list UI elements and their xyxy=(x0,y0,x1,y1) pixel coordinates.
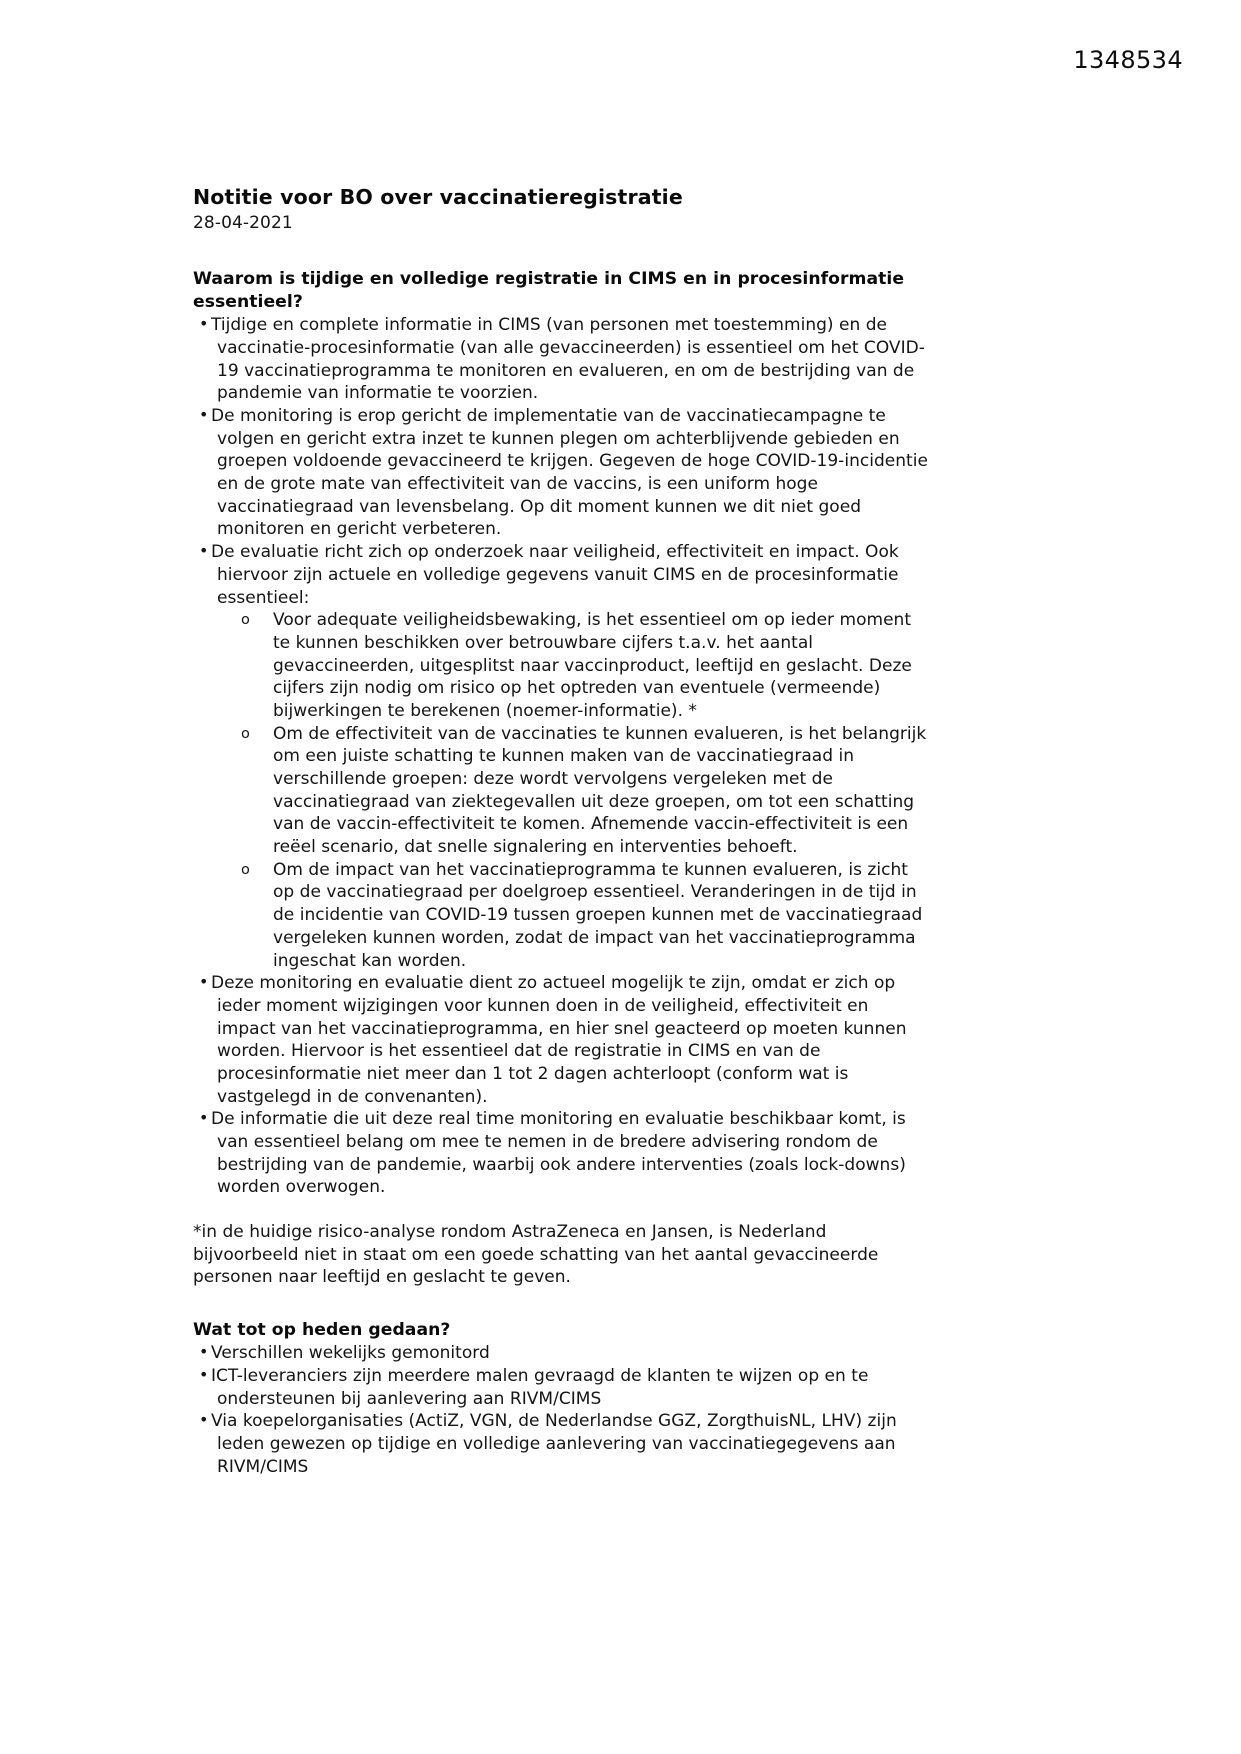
section-wat-gedaan xyxy=(193,1319,930,1478)
list-item-text: • ICT-leveranciers zijn meerdere malen gevraagd de klanten te wijzen op en te ondersteunen bij aanlevering aan RIVM/CIMS xyxy=(211,1366,869,1409)
list-item xyxy=(193,314,930,405)
bullet-list-actions xyxy=(193,1342,930,1478)
list-item xyxy=(193,972,930,1108)
sub-list-item xyxy=(193,723,930,859)
list-item-text: • Verschillen wekelijks gemonitord xyxy=(211,1343,490,1364)
page-title: Notitie voor BO over vaccinatieregistratie xyxy=(193,185,683,209)
sub-list-item-text: Om de effectiviteit van de vaccinaties te kunnen evalueren, is het belangrijk om een juiste schatting te kunnen maken van de vaccinatiegraad in verschillende groepen: deze wordt vervolgens vergeleken met de vaccinatiegraad van ziektegevallen uit deze groepen, om tot een schatting van de vaccin-effectiviteit te komen. Afnemende vaccin-effectiviteit is een reëel scenario, dat snelle signalering en interventies behoeft. xyxy=(273,723,927,858)
list-item-text: • De monitoring is erop gericht de implementatie van de vaccinatiecampagne te volgen en gericht extra inzet te kunnen plegen om achterblijvende gebieden en groepen voldoende gevaccineerd te krijgen. Gegeven de hoge COVID-19-incidentie en de grote mate van effectiviteit van de vaccins, is een uniform hoge vaccinatiegraad van levensbelang. Op dit moment kunnen we dit niet goed monitoren en gericht verbeteren. xyxy=(211,406,928,540)
document-content xyxy=(193,185,930,1478)
list-item xyxy=(193,1365,930,1410)
list-item xyxy=(193,405,930,541)
sub-list-item xyxy=(193,859,930,972)
bullet-list-primary xyxy=(193,314,930,609)
list-item xyxy=(193,1342,930,1365)
list-item-text: • Via koepelorganisaties (ActiZ, VGN, de Nederlandse GGZ, ZorgthuisNL, LHV) zijn leden gewezen op tijdige en volledige aanlevering van vaccinatiegegevens aan RIVM/CIMS xyxy=(211,1411,897,1477)
section-waarom xyxy=(193,268,930,1289)
sub-list-item xyxy=(193,609,930,722)
list-item xyxy=(193,1410,930,1478)
list-item xyxy=(193,1108,930,1199)
section-heading-line2: essentieel? xyxy=(193,292,303,313)
sub-list-item-text: Om de impact van het vaccinatieprogramma te kunnen evalueren, is zicht op de vaccinatiegraad per doelgroep essentieel. Veranderingen in de tijd in de incidentie van COVID-19 tussen groepen kunnen met de vaccinatiegraad vergeleken kunnen worden, zodat de impact van het vaccinatieprogramma ingeschat kan worden. xyxy=(273,859,923,971)
bullet-list-sub xyxy=(193,609,930,972)
bullet-list-primary-continued xyxy=(193,972,930,1199)
list-item xyxy=(193,541,930,609)
list-item-text: • Tijdige en complete informatie in CIMS (van personen met toestemming) en de vaccinatie-procesinformatie (van alle gevaccineerden) is essentieel om het COVID-19 vaccinatieprogramma te monitoren en evalueren, en om de bestrijding van de pandemie van informatie te voorzien. xyxy=(211,315,925,404)
document-number: 1348534 xyxy=(1073,46,1183,74)
list-item-text: • De informatie die uit deze real time monitoring en evaluatie beschikbaar komt, is van essentieel belang om mee te nemen in de bredere advisering rondom de bestrijding van de pandemie, waarbij ook andere interventies (zoals lock-downs) worden overwogen. xyxy=(211,1109,906,1198)
section-heading-wat-gedaan: Wat tot op heden gedaan? xyxy=(193,1320,451,1341)
list-item-text: • De evaluatie richt zich op onderzoek naar veiligheid, effectiviteit en impact. Ook hiervoor zijn actuele en volledige gegevens vanuit CIMS en de procesinformatie essentieel: xyxy=(211,542,899,608)
section-heading-line1: Waarom is tijdige en volledige registratie in CIMS en in procesinformatie xyxy=(193,268,905,289)
list-item-text: • Deze monitoring en evaluatie dient zo actueel mogelijk te zijn, omdat er zich op ieder moment wijzigingen voor kunnen doen in de veiligheid, effectiviteit en impact van het vaccinatieprogramma, en hier snel geacteerd op moeten kunnen worden. Hiervoor is het essentieel dat de registratie in CIMS en van de procesinformatie niet meer dan 1 tot 2 dagen achterloopt (conform wat is vastgelegd in de convenanten). xyxy=(211,973,907,1107)
footnote-text: *in de huidige risico-analyse rondom AstraZeneca en Jansen, is Nederland bijvoorbeeld niet in staat om een goede schatting van het aantal gevaccineerde personen naar leeftijd en geslacht te geven. xyxy=(193,1222,879,1288)
document-date: 28-04-2021 xyxy=(193,212,293,233)
sub-list-item-text: Voor adequate veiligheidsbewaking, is het essentieel om op ieder moment te kunnen beschikken over betrouwbare cijfers t.a.v. het aantal gevaccineerden, uitgesplitst naar vaccinproduct, leeftijd en geslacht. Deze cijfers zijn nodig om risico op het optreden van eventuele (vermeende) bijwerkingen te berekenen (noemer-informatie). * xyxy=(273,610,912,721)
